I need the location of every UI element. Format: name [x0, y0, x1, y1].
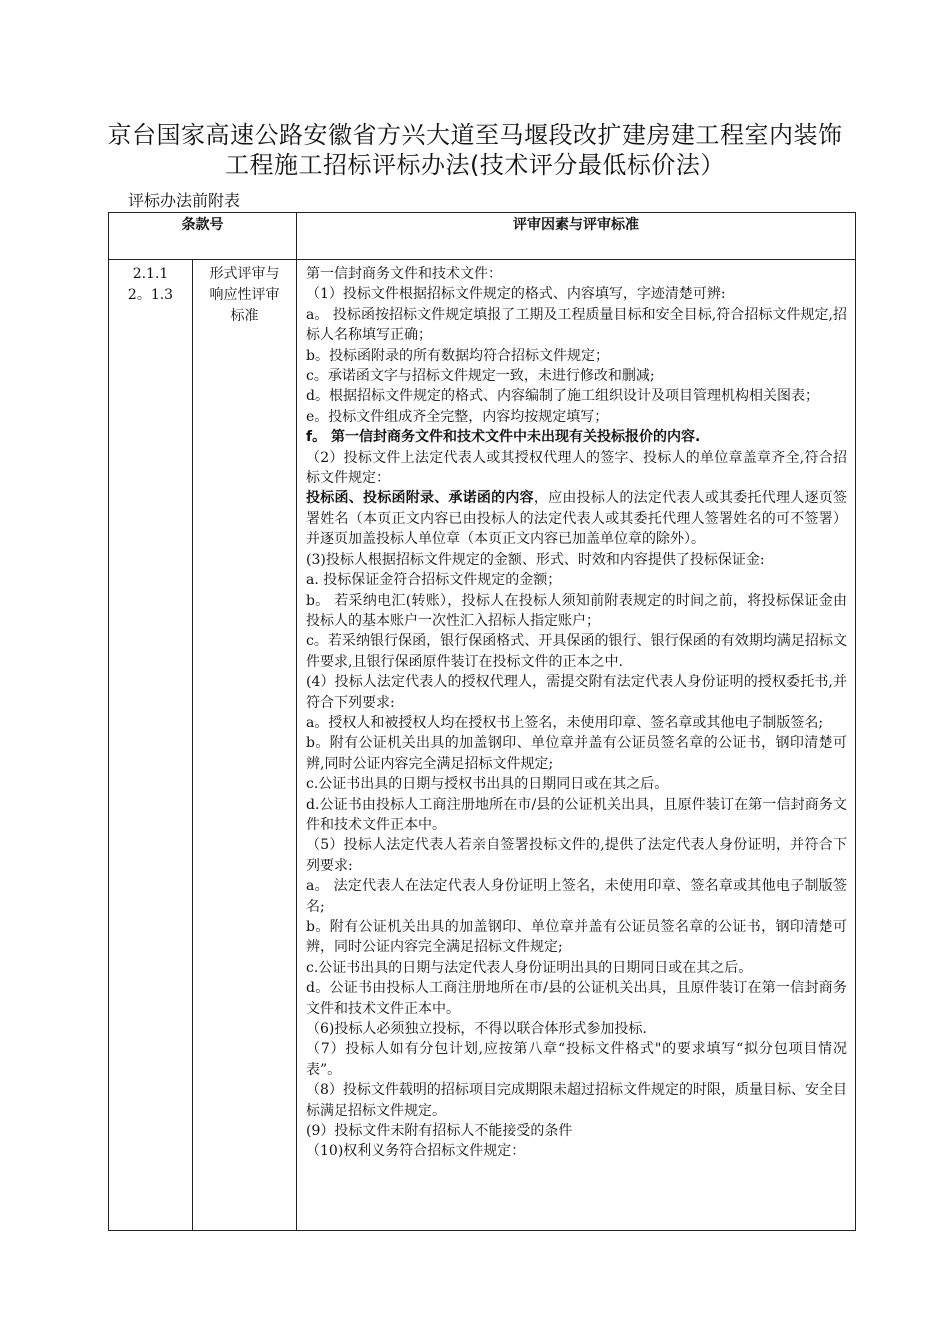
criteria-bold-text: 投标函、投标函附录、承诺函的内容 [306, 490, 534, 507]
criteria-paragraph: （6)投标人必须独立投标，不得以联合体形式参加投标. [306, 1021, 647, 1038]
factor-cell [193, 260, 297, 1231]
factor-text: 标准 [230, 308, 259, 324]
criteria-paragraph: c.公证书出具的日期与法定代表人身份证明出具的日期同日或在其之后。 [306, 959, 753, 976]
criteria-paragraph: （7）投标人如有分包计划,应按第八章“投标文件格式"的要求填写“拟分包项目情况表”。 [306, 1041, 847, 1078]
criteria-paragraph: b。 若采纳电汇(转账），投标人在投标人须知前附表规定的时间之前，将投标保证金由投标人的基本账户一次性汇入招标人指定账户； [306, 592, 847, 629]
document-title [100, 120, 850, 180]
criteria-paragraph: (4）投标人法定代表人的授权代理人，需提交附有法定代表人身份证明的授权委托书,并符合下列要求: [306, 674, 847, 711]
criteria-paragraph: b。附有公证机关出具的加盖钢印、单位章并盖有公证员签名章的公证书，钢印清楚可辨，同时公证内容完全满足招标文件规定; [306, 919, 847, 956]
criteria-paragraph: b。投标函附录的所有数据均符合招标文件规定； [306, 347, 609, 364]
criteria-paragraph: d。根据招标文件规定的格式、内容编制了施工组织设计及项目管理机构相关图表； [306, 388, 819, 405]
criteria-paragraph [306, 488, 847, 549]
criteria-cell [297, 260, 856, 1231]
criteria-paragraph: （10)权利义务符合招标文件规定： [306, 1143, 526, 1160]
criteria-paragraph: d。公证书由投标人工商注册地所在市/县的公证机关出具，且原件装订在第一信封商务文件和技术文件正本中。 [306, 980, 847, 1017]
factor-text: 形式评审与 [209, 266, 280, 282]
criteria-paragraph: (3)投标人根据招标文件规定的金额、形式、时效和内容提供了投标保证金: [306, 551, 765, 568]
criteria-paragraph: （8）投标文件载明的招标项目完成期限未超过招标文件规定的时限，质量目标、安全目标满足招标文件规定。 [306, 1082, 847, 1119]
criteria-paragraph: (9）投标文件未附有招标人不能接受的条件 [306, 1123, 573, 1140]
clause-number: 2.1.1 [132, 266, 169, 282]
criteria-paragraph: a。授权人和被授权人均在授权书上签名，未使用印章、签名章或其他电子制版签名; [306, 714, 824, 731]
clause-number: 2。1.3 [127, 287, 174, 303]
criteria-paragraph: c.公证书出具的日期与授权书出具的日期同日或在其之后。 [306, 776, 669, 793]
criteria-paragraph: a。 投标函按招标文件规定填报了工期及工程质量目标和安全目标,符合招标文件规定,招标人名称填写正确； [306, 306, 847, 344]
table-row [109, 260, 856, 1231]
criteria-paragraph: c。承诺函文字与招标文件规定一致，未进行修改和删减; [306, 368, 655, 385]
clause-cell [109, 260, 193, 1231]
criteria-paragraph: a. 投标保证金符合招标文件规定的金额； [306, 572, 562, 589]
criteria-paragraph: d.公证书由投标人工商注册地所在市/县的公证机关出具，且原件装订在第一信封商务文件和技术文件正本中。 [306, 796, 847, 833]
criteria-paragraph: c。若采纳银行保函，银行保函格式、开具保函的银行、银行保函的有效期均满足招标文件要求,且银行保函原件装订在投标文件的正本之中. [306, 633, 847, 670]
table-caption: 评标办法前附表 [128, 191, 241, 210]
criteria-paragraph: 第一信封商务文件和技术文件： [306, 266, 502, 282]
criteria-paragraph: （5）投标人法定代表人若亲自签署投标文件的,提供了法定代表人身份证明，并符合下列要求: [306, 837, 847, 874]
factor-text: 响应性评审 [209, 287, 280, 303]
title-line-2: 工程施工招标评标办法(技术评分最低标价法） [225, 151, 725, 179]
criteria-paragraph: e。投标文件组成齐全完整，内容均按规定填写； [306, 408, 609, 425]
evaluation-table [108, 212, 856, 1231]
criteria-paragraph: b。附有公证机关出具的加盖钢印、单位章并盖有公证员签名章的公证书，钢印清楚可辨,同时公证内容完全满足招标文件规定; [306, 735, 847, 772]
criteria-paragraph: f。 第一信封商务文件和技术文件中未出现有关投标报价的内容. [306, 429, 701, 446]
criteria-paragraph: a。 法定代表人在法定代表人身份证明上签名，未使用印章、签名章或其他电子制版签名; [306, 878, 847, 915]
criteria-text: ，应由投标人的法定代表人或其委托代理人逐页签署姓名（本页正文内容已由投标人的法定代表人或其委托代理人签署姓名的可不签署）并逐页加盖投标人单位章（本页正文内容已加盖单位章的除外）。 [306, 490, 848, 548]
title-line-1: 京台国家高速公路安徽省方兴大道至马堰段改扩建房建工程室内装饰 [107, 121, 843, 149]
criteria-paragraph: （1）投标文件根据招标文件规定的格式、内容填写，字迹清楚可辨: [306, 286, 726, 303]
header-clause: 条款号 [109, 213, 297, 260]
table-header-row [109, 213, 856, 260]
header-criteria: 评审因素与评审标准 [297, 213, 856, 260]
criteria-paragraph: （2）投标文件上法定代表人或其授权代理人的签字、投标人的单位章盖章齐全,符合招标文件规定： [306, 449, 847, 487]
